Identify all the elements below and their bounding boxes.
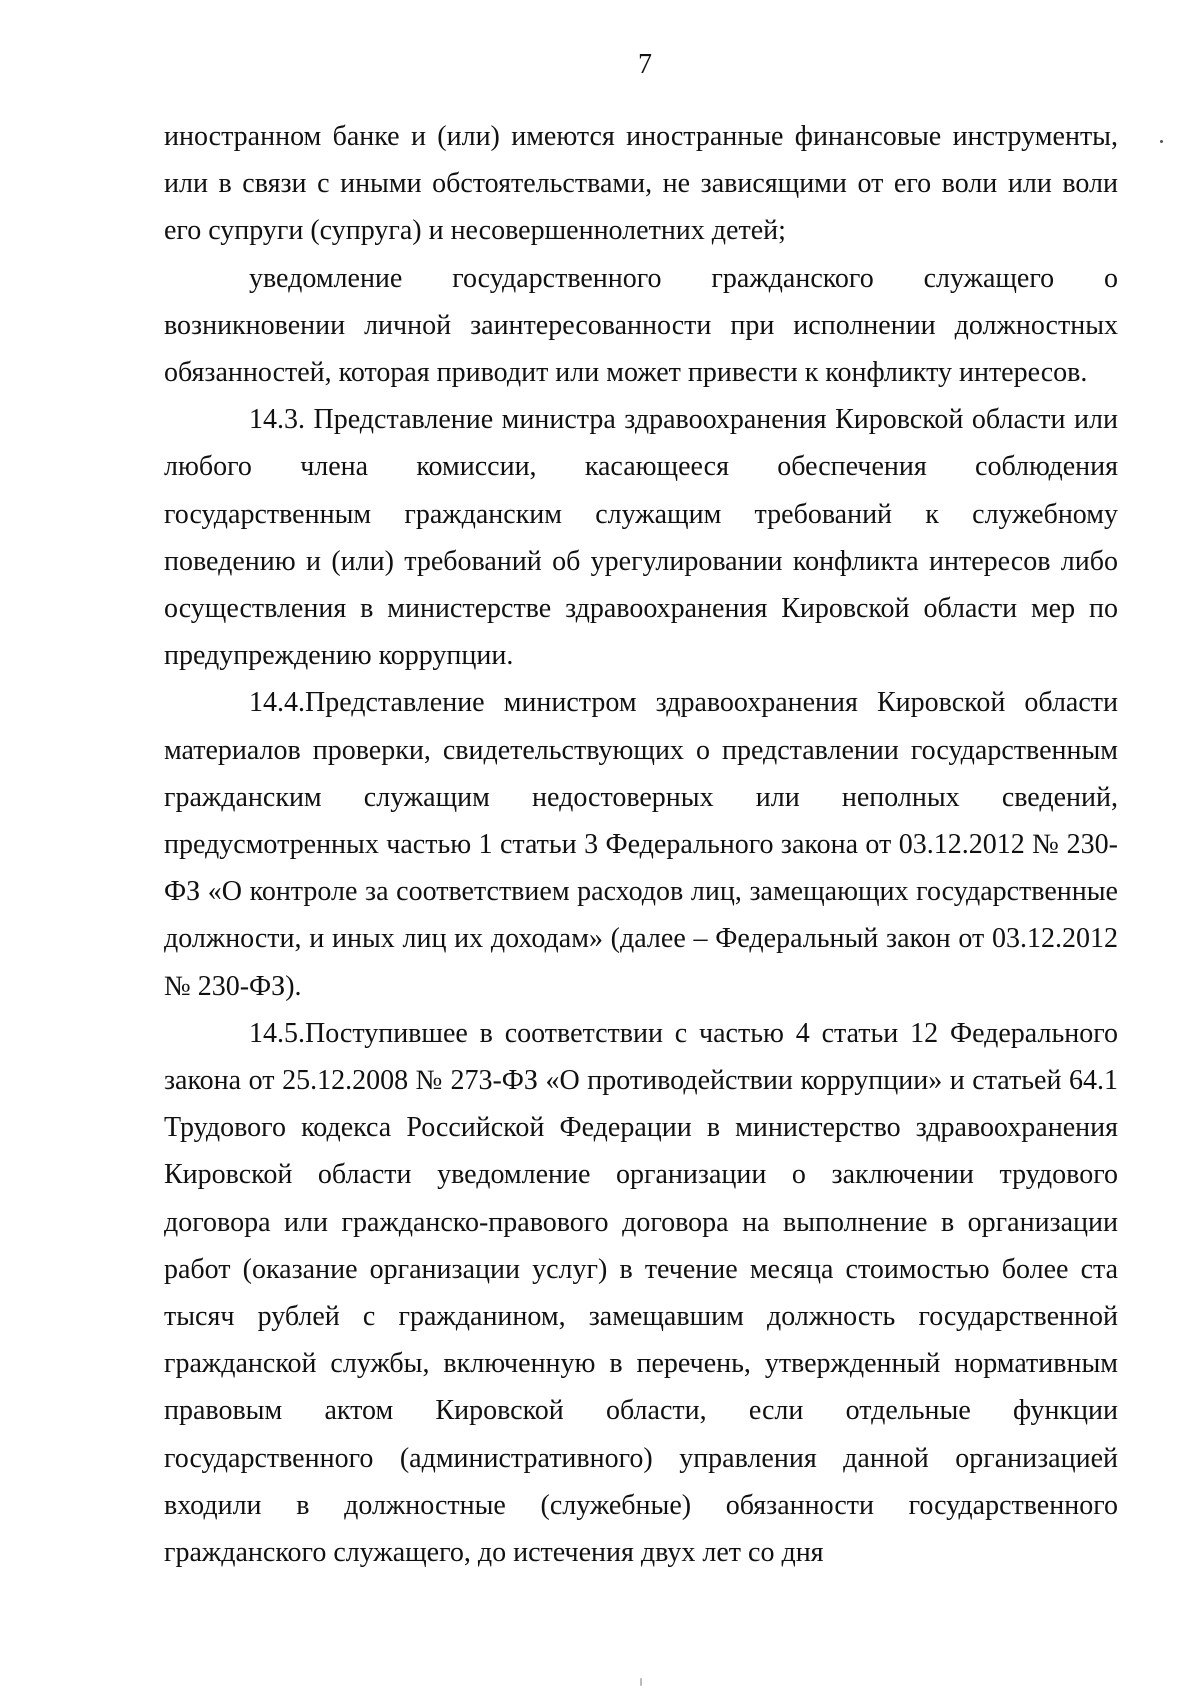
page-number: 7	[638, 49, 652, 80]
paragraph-foreign-assets: иностранном банке и (или) имеются иностранные финансовые инструменты, или в связи с иными обстоятельствами, не зависящими от его воли или воли его супруги (супруга) и несовершеннолетних детей;	[164, 121, 1118, 247]
scan-speck	[1160, 140, 1163, 143]
paragraph-14-3: 14.3. Представление министра здравоохранения Кировской области или любого члена комиссии, касающееся обеспечения соблюдения государственным гражданским служащим требований к служебному поведению и (или) требований об урегулировании конфликта интересов либо осуществления в министерстве здравоохранения Кировской области мер по предупреждению коррупции.	[164, 404, 1118, 672]
document-body	[164, 113, 1118, 1576]
paragraph-14-5: 14.5.Поступившее в соответствии с частью 4 статьи 12 Федерального закона от 25.12.2008 № 273-ФЗ «О противодействии коррупции» и статьей 64.1 Трудового кодекса Российской Федерации в министерство здравоохранения Кировской области уведомление организации о заключении трудового договора или гражданско-правового договора на выполнение в организации работ (оказание организации услуг) в течение месяца стоимостью более ста тысяч рублей с гражданином, замещавшим должность государственной гражданской службы, включенную в перечень, утвержденный нормативным правовым актом Кировской области, если отдельные функции государственного (административного) управления данной организацией входили в должностные (служебные) обязанности государственного гражданского служащего, до истечения двух лет со дня	[164, 1017, 1118, 1569]
scan-speck	[640, 1678, 642, 1686]
paragraph-14-4: 14.4.Представление министром здравоохранения Кировской области материалов проверки, свидетельствующих о представлении государственным гражданским служащим недостоверных или неполных сведений, предусмотренных частью 1 статьи 3 Федерального закона от 03.12.2012 № 230-ФЗ «О контроле за соответствием расходов лиц, замещающих государственные должности, и иных лиц их доходам» (далее – Федеральный закон от 03.12.2012 № 230-ФЗ).	[164, 687, 1118, 1002]
paragraph-conflict-notice: уведомление государственного гражданского служащего о возникновении личной заинтересованности при исполнении должностных обязанностей, которая приводит или может привести к конфликту интересов.	[164, 262, 1118, 389]
